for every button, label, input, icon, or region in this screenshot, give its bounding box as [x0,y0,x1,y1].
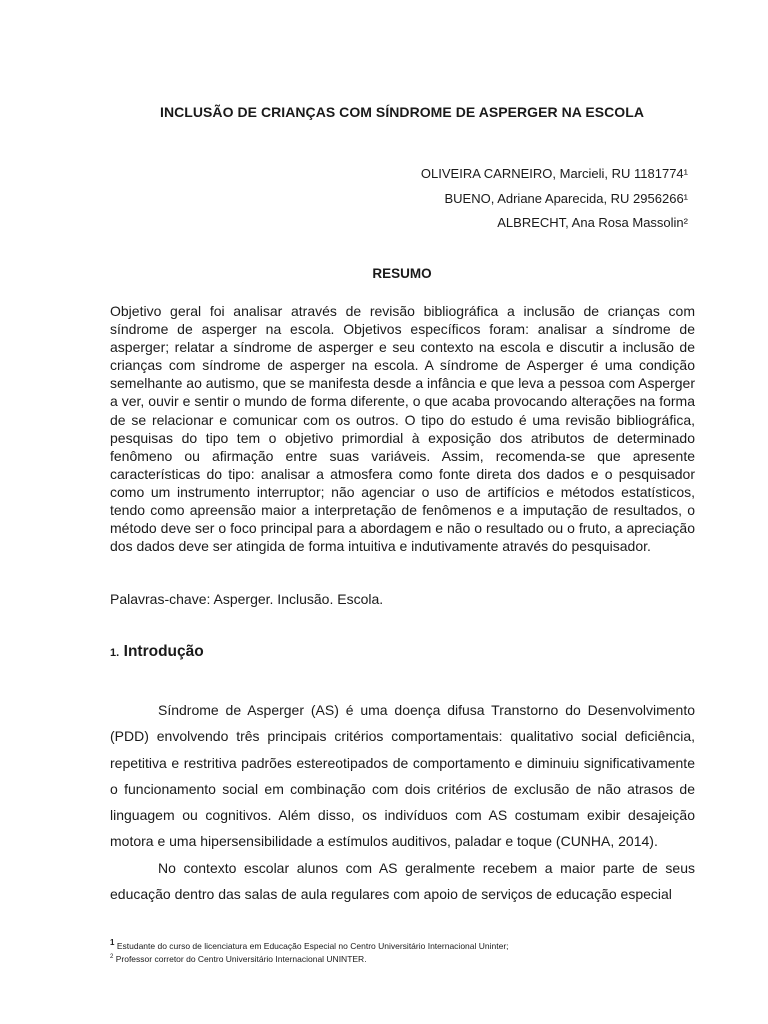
section-number: 1. [110,647,120,659]
footnote-text: Professor corretor do Centro Universitário Internacional UNINTER. [115,953,367,964]
abstract-text: Objetivo geral foi analisar através de revisão bibliográfica a inclusão de crianças com síndrome de asperger na escola. Objetivos específicos foram: analisar a síndrome de asperger; relatar a síndrome de asperger e seu contexto na escola e discutir a inclusão de crianças com síndrome de asperger na escola. A síndrome de Asperger é uma condição semelhante ao autismo, que se manifesta desde a infância e que leva a pessoa com Asperger a ver, ouvir e sentir o mundo de forma diferente, o que acaba provocando alterações na forma de se relacionar e comunicar com os outros. O tipo do estudo é uma revisão bibliográfica, pesquisas do tipo tem o objetivo primordial à exposição dos atributos de determinado fenômeno ou afirmação entre suas variáveis. Assim, recomenda-se que apresente características do tipo: analisar a atmosfera como fonte direta dos dados e o pesquisador como um instrumento interruptor; não agenciar o uso de artifícios e métodos estatísticos, tendo como apreensão maior a interpretação de fenômenos e a imputação de resultados, o método deve ser o foco principal para a abordagem e não o resultado ou o fruto, a apreciação dos dados deve ser atingida de forma intuitiva e indutivamente através do pesquisador. [110,303,695,555]
footnote [110,952,695,965]
footnotes [110,937,695,965]
abstract-heading: RESUMO [372,266,432,281]
footnote-mark: 2 [110,953,114,960]
document-title: INCLUSÃO DE CRIANÇAS COM SÍNDROME DE ASPERGER NA ESCOLA [160,104,644,120]
section-title: Introdução [123,643,204,660]
author-line: BUENO, Adriane Aparecida, RU 2956266¹ [444,190,688,206]
author-list [421,162,688,236]
keywords: Palavras-chave: Asperger. Inclusão. Escola. [110,591,384,607]
section-heading [110,643,204,661]
footnote-text: Estudante do curso de licenciatura em Educação Especial no Centro Universitário Internacional Uninter; [116,940,509,951]
author-line: ALBRECHT, Ana Rosa Massolin² [497,215,688,230]
paragraph: Síndrome de Asperger (AS) é uma doença difusa Transtorno do Desenvolvimento (PDD) envolvendo três principais critérios comportamentais: qualitativo social deficiência, repetitiva e restritiva padrões estereotipados de comportamento e diminuiu significativamente o funcionamento social em combinação com dois critérios de exclusão de não atrasos de linguagem ou cognitivos. Além disso, os indivíduos com AS costumam exibir desajeição motora e uma hipersensibilidade a estímulos auditivos, paladar e toque (CUNHA, 2014). [110,702,695,850]
footnote [110,937,695,952]
body-text [110,697,695,907]
footnote-mark: 1 [110,938,115,947]
paragraph: No contexto escolar alunos com AS geralmente recebem a maior parte de seus educação dentro das salas de aula regulares com apoio de serviços de educação especial [110,859,695,903]
author-line: OLIVEIRA CARNEIRO, Marcieli, RU 1181774¹ [420,166,688,181]
